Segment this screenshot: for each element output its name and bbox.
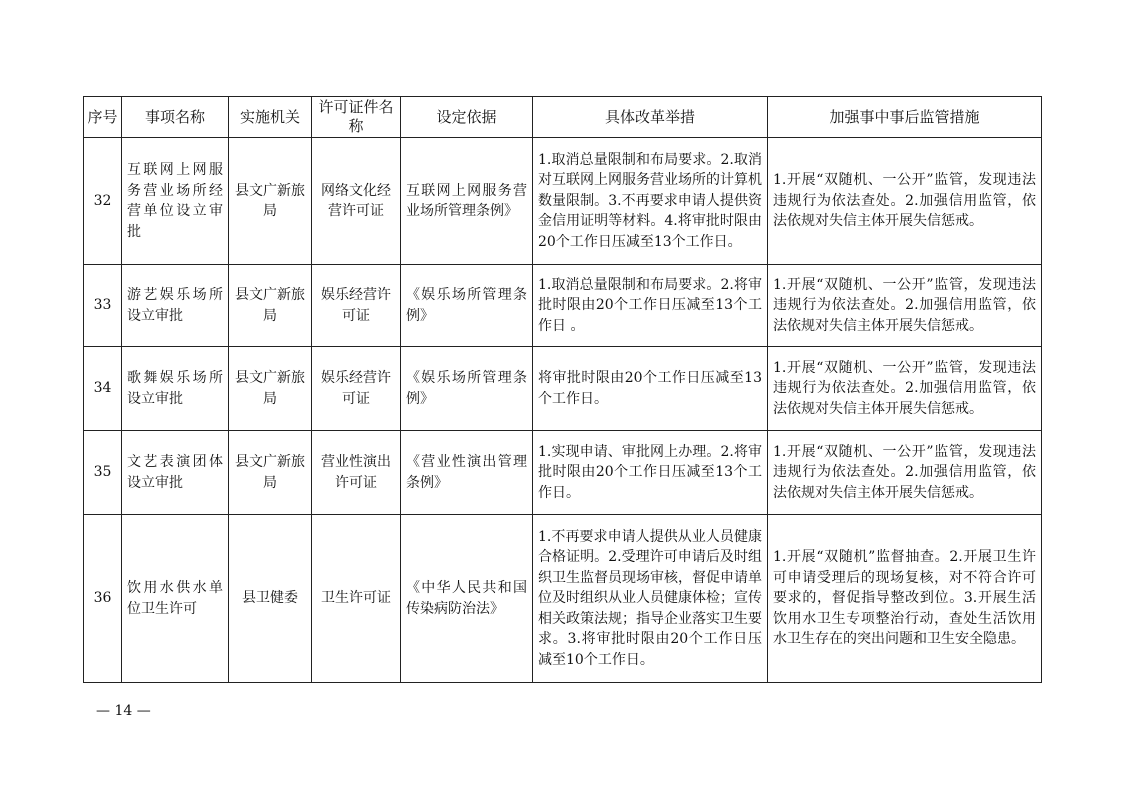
agency: 县文广新旅局	[229, 138, 312, 265]
item-name: 歌舞娱乐场所设立审批	[122, 347, 229, 431]
table-row	[84, 265, 1042, 347]
legal-basis: 《中华人民共和国传染病防治法》	[401, 515, 533, 683]
header-cell-name: 事项名称	[122, 97, 229, 138]
page-number: — 14 —	[96, 703, 151, 719]
license-name: 营业性演出许可证	[312, 431, 401, 515]
reform-measures: 1.不再要求申请人提供从业人员健康合格证明。2.受理许可申请后及时组织卫生监督员现场审核，督促申请单位及时组织从业人员健康体检；宣传相关政策法规；指导企业落实卫生要求。3.将审批时限由20个工作日压减至10个工作日。	[533, 515, 768, 683]
table-row	[84, 515, 1042, 683]
license-name: 娱乐经营许可证	[312, 265, 401, 347]
item-name: 饮用水供水单位卫生许可	[122, 515, 229, 683]
legal-basis: 《娱乐场所管理条例》	[401, 265, 533, 347]
agency: 县文广新旅局	[229, 347, 312, 431]
item-name: 游艺娱乐场所设立审批	[122, 265, 229, 347]
agency: 县文广新旅局	[229, 431, 312, 515]
header-cell-basis: 设定依据	[401, 97, 533, 138]
header-cell-reform: 具体改革举措	[533, 97, 768, 138]
legal-basis: 互联网上网服务营业场所管理条例》	[401, 138, 533, 265]
license-name: 网络文化经营许可证	[312, 138, 401, 265]
header-cell-no: 序号	[84, 97, 122, 138]
item-name: 互联网上网服务营业场所经营单位设立审批	[122, 138, 229, 265]
supervision-measures: 1.开展“双随机、一公开”监管，发现违法违规行为依法查处。2.加强信用监管，依法依规对失信主体开展失信惩戒。	[768, 347, 1042, 431]
license-name: 娱乐经营许可证	[312, 347, 401, 431]
row-number: 33	[84, 265, 122, 347]
row-number: 34	[84, 347, 122, 431]
supervision-measures: 1.开展“双随机、一公开”监管，发现违法违规行为依法查处。2.加强信用监管，依法依规对失信主体开展失信惩戒。	[768, 431, 1042, 515]
table-row	[84, 347, 1042, 431]
reform-table	[83, 96, 1042, 683]
header-cell-license: 许可证件名称	[312, 97, 401, 138]
reform-measures: 1.取消总量限制和布局要求。2.取消对互联网上网服务营业场所的计算机数量限制。3.不再要求申请人提供资金信用证明等材料。4.将审批时限由20个工作日压减至13个工作日。	[533, 138, 768, 265]
item-name: 文艺表演团体设立审批	[122, 431, 229, 515]
supervision-measures: 1.开展“双随机”监督抽查。2.开展卫生许可申请受理后的现场复核，对不符合许可要求的，督促指导整改到位。3.开展生活饮用水卫生专项整治行动，查处生活饮用水卫生存在的突出问题和卫生安全隐患。	[768, 515, 1042, 683]
license-name: 卫生许可证	[312, 515, 401, 683]
row-number: 32	[84, 138, 122, 265]
reform-measures: 1.实现申请、审批网上办理。2.将审批时限由20个工作日压减至13个工作日。	[533, 431, 768, 515]
supervision-measures: 1.开展“双随机、一公开”监管，发现违法违规行为依法查处。2.加强信用监管，依法依规对失信主体开展失信惩戒。	[768, 265, 1042, 347]
row-number: 35	[84, 431, 122, 515]
legal-basis: 《营业性演出管理条例》	[401, 431, 533, 515]
header-row	[84, 97, 1042, 138]
table-row	[84, 138, 1042, 265]
supervision-measures: 1.开展“双随机、一公开”监管，发现违法违规行为依法查处。2.加强信用监管，依法依规对失信主体开展失信惩戒。	[768, 138, 1042, 265]
agency: 县卫健委	[229, 515, 312, 683]
header-cell-supervision: 加强事中事后监管措施	[768, 97, 1042, 138]
row-number: 36	[84, 515, 122, 683]
header-cell-agency: 实施机关	[229, 97, 312, 138]
legal-basis: 《娱乐场所管理条例》	[401, 347, 533, 431]
agency: 县文广新旅局	[229, 265, 312, 347]
table-row	[84, 431, 1042, 515]
reform-measures: 将审批时限由20个工作日压减至13个工作日。	[533, 347, 768, 431]
reform-measures: 1.取消总量限制和布局要求。2.将审批时限由20个工作日压减至13个工作日 。	[533, 265, 768, 347]
